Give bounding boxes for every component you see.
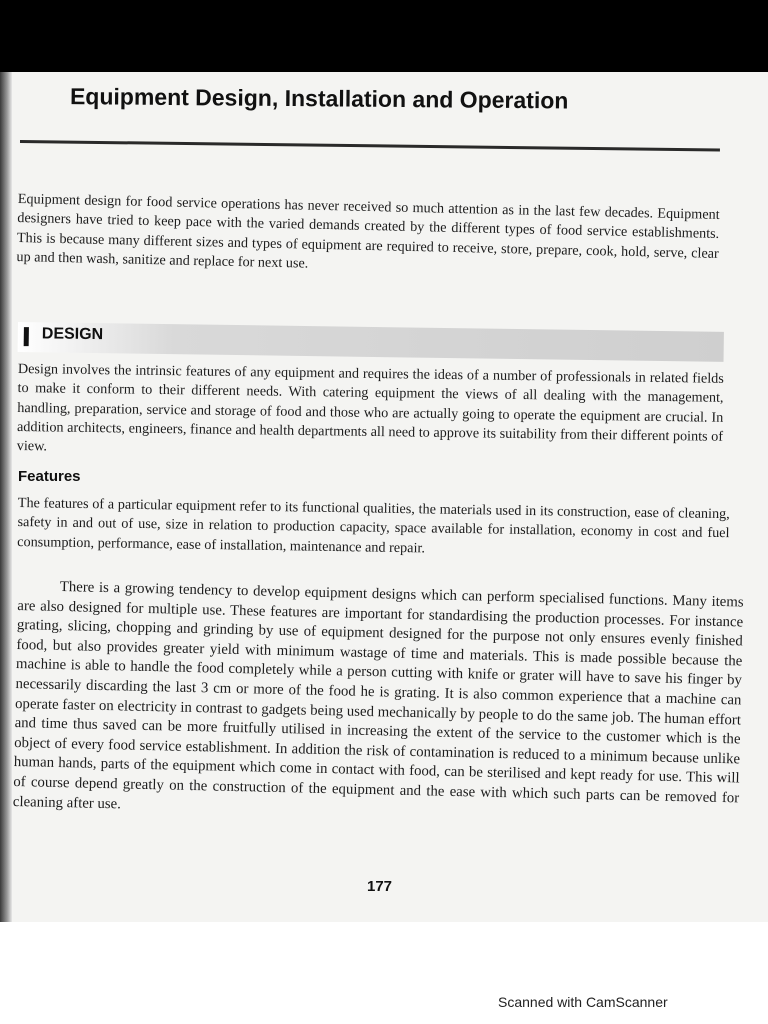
body-paragraph: There is a growing tendency to develop equipment designs which can perform specialised functions. Many items are also designed for multiple use. These features are important for standardising the production processes. For instance grating, slicing, chopping and grinding by use of equipment designed for the purpose not only ensures evenly finished food, but also provides greater yield with minimum wastage of time and materials. This is made possible because the machine is able to handle the food completely while a person cutting with knife or grater will have to save his finger by necessarily discarding the last 3 cm or more of the food he is grating. It is also common experience that a machine can operate faster on electricity in contrast to gadgets being used mechanically by people to do the same job. The human effort and time thus saved can be more fruitfully utilised in increasing the extent of the service to the customer which is the object of every food service establishment. In addition the risk of contamination is reduced to a minimum because unlike human hands, parts of the equipment which come in contact with food, can be sterilised and kept ready for use. This will of course depend greatly on the construction of the equipment and the ease with which such parts can be removed for cleaning after use.: [12, 578, 744, 812]
features-heading: Features: [18, 468, 81, 485]
scanned-page: [12, 72, 768, 922]
section-title: DESIGN: [41, 325, 104, 344]
section-marker: [24, 327, 29, 346]
page-title: Equipment Design, Installation and Operation: [69, 83, 569, 114]
features-paragraph: The features of a particular equipment refer to its functional qualities, the materials used in its construction, ease of cleaning, safety in and out of use, size in relation to production capacity, space available for installation, economy in cost and fuel consumption, performance, ease of installation, maintenance and repair.: [17, 494, 730, 556]
page-number: 177: [367, 878, 393, 895]
title-divider: [20, 140, 720, 152]
scan-background-top: [0, 0, 768, 72]
page-edge-shadow: [0, 72, 12, 922]
scanner-watermark: Scanned with CamScanner: [498, 994, 668, 1010]
design-paragraph: Design involves the intrinsic features of any equipment and requires the ideas of a number of professionals in related fields to make it conform to their different needs. With catering equipment the views of all dealing with the management, handling, preparation, service and storage of food and those who are actually going to operate the equipment are crucial. In addition architects, engineers, finance and health departments all need to approve its suitability from their different points of view.: [16, 360, 724, 455]
intro-paragraph: Equipment design for food service operations has never received so much attention as in the last few decades. Equipment designers have tried to keep pace with the varied demands created by the different types of food service establishments. This is because many different sizes and types of equipment are required to receive, store, prepare, cook, hold, serve, clear up and then wash, sanitize and replace for next use.: [16, 190, 720, 272]
section-header-design: [18, 322, 724, 362]
